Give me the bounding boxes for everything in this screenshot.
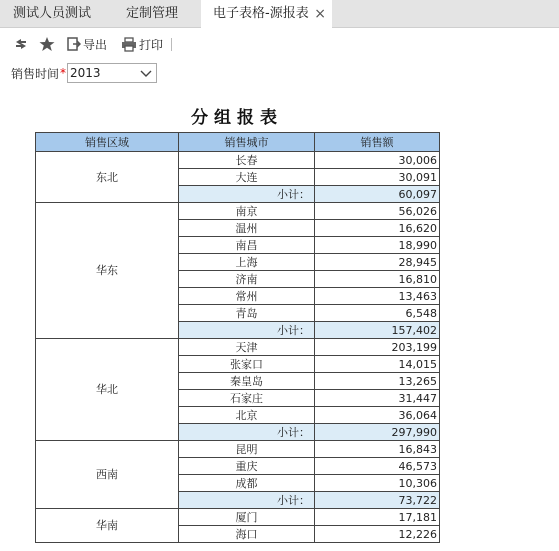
- header-region: 销售区域: [36, 133, 179, 152]
- sales-cell: 14,015: [315, 356, 440, 373]
- print-icon: [121, 37, 137, 52]
- table-row: [36, 339, 440, 356]
- sales-cell: 56,026: [315, 203, 440, 220]
- chevron-down-icon: [139, 64, 153, 82]
- region-cell: 华南: [36, 509, 179, 543]
- sales-cell: 30,091: [315, 169, 440, 186]
- toolbar: [0, 29, 559, 59]
- print-label: 打印: [139, 37, 164, 52]
- city-cell: 大连: [179, 169, 315, 186]
- city-cell: 秦皇岛: [179, 373, 315, 390]
- city-cell: 厦门: [179, 509, 315, 526]
- tab-label: 电子表格-源报表: [213, 6, 309, 21]
- city-cell: 张家口: [179, 356, 315, 373]
- sales-cell: 46,573: [315, 458, 440, 475]
- region-cell: 东北: [36, 152, 179, 203]
- city-cell: 上海: [179, 254, 315, 271]
- city-cell: 天津: [179, 339, 315, 356]
- refresh-icon: [13, 36, 29, 52]
- sales-cell: 18,990: [315, 237, 440, 254]
- report-body: [36, 152, 440, 543]
- header-row: [36, 133, 440, 152]
- city-cell: 常州: [179, 288, 315, 305]
- city-cell: 石家庄: [179, 390, 315, 407]
- header-city: 销售城市: [179, 133, 315, 152]
- sales-cell: 31,447: [315, 390, 440, 407]
- sales-time-select[interactable]: [67, 63, 157, 83]
- sales-cell: 13,265: [315, 373, 440, 390]
- subtotal-value: 73,722: [315, 492, 440, 509]
- subtotal-label: 小计：: [179, 322, 315, 339]
- sales-cell: 16,843: [315, 441, 440, 458]
- toolbar-separator: [171, 38, 172, 51]
- city-cell: 昆明: [179, 441, 315, 458]
- city-cell: 温州: [179, 220, 315, 237]
- report-title: 分组报表: [191, 108, 283, 128]
- tab-tester[interactable]: [0, 0, 110, 28]
- subtotal-value: 60,097: [315, 186, 440, 203]
- export-button[interactable]: [67, 34, 107, 54]
- sales-cell: 36,064: [315, 407, 440, 424]
- city-cell: 济南: [179, 271, 315, 288]
- region-cell: 西南: [36, 441, 179, 509]
- subtotal-label: 小计：: [179, 186, 315, 203]
- city-cell: 北京: [179, 407, 315, 424]
- city-cell: 长春: [179, 152, 315, 169]
- favorite-button[interactable]: [39, 34, 55, 54]
- tab-label: 测试人员测试: [13, 6, 92, 21]
- city-cell: 青岛: [179, 305, 315, 322]
- sales-time-value: 2013: [70, 66, 101, 80]
- print-button[interactable]: [121, 34, 163, 54]
- star-icon: [39, 36, 55, 52]
- table-row: [36, 441, 440, 458]
- subtotal-value: 157,402: [315, 322, 440, 339]
- refresh-button[interactable]: [13, 34, 29, 54]
- close-icon[interactable]: ×: [314, 6, 326, 22]
- grouped-report-table: [35, 132, 440, 543]
- subtotal-label: 小计：: [179, 492, 315, 509]
- subtotal-value: 297,990: [315, 424, 440, 441]
- sales-cell: 16,810: [315, 271, 440, 288]
- table-row: [36, 203, 440, 220]
- export-label: 导出: [83, 37, 108, 52]
- tab-bar: [0, 0, 559, 28]
- sales-cell: 16,620: [315, 220, 440, 237]
- header-sales: 销售额: [315, 133, 440, 152]
- subtotal-label: 小计：: [179, 424, 315, 441]
- sales-cell: 30,006: [315, 152, 440, 169]
- city-cell: 重庆: [179, 458, 315, 475]
- city-cell: 南昌: [179, 237, 315, 254]
- region-cell: 华北: [36, 339, 179, 441]
- required-mark: *: [60, 66, 67, 80]
- sales-cell: 28,945: [315, 254, 440, 271]
- sales-cell: 6,548: [315, 305, 440, 322]
- sales-cell: 17,181: [315, 509, 440, 526]
- tab-spreadsheet-source-report[interactable]: [201, 0, 332, 29]
- export-icon: [67, 37, 81, 51]
- city-cell: 海口: [179, 526, 315, 543]
- table-row: [36, 509, 440, 526]
- sales-cell: 13,463: [315, 288, 440, 305]
- sales-cell: 203,199: [315, 339, 440, 356]
- region-cell: 华东: [36, 203, 179, 339]
- filter-bar: [11, 63, 157, 83]
- sales-cell: 12,226: [315, 526, 440, 543]
- city-cell: 成都: [179, 475, 315, 492]
- sales-cell: 10,306: [315, 475, 440, 492]
- tab-custom-management[interactable]: [110, 0, 201, 28]
- city-cell: 南京: [179, 203, 315, 220]
- tab-label: 定制管理: [126, 6, 179, 21]
- table-row: [36, 152, 440, 169]
- sales-time-label: 销售时间: [11, 66, 60, 81]
